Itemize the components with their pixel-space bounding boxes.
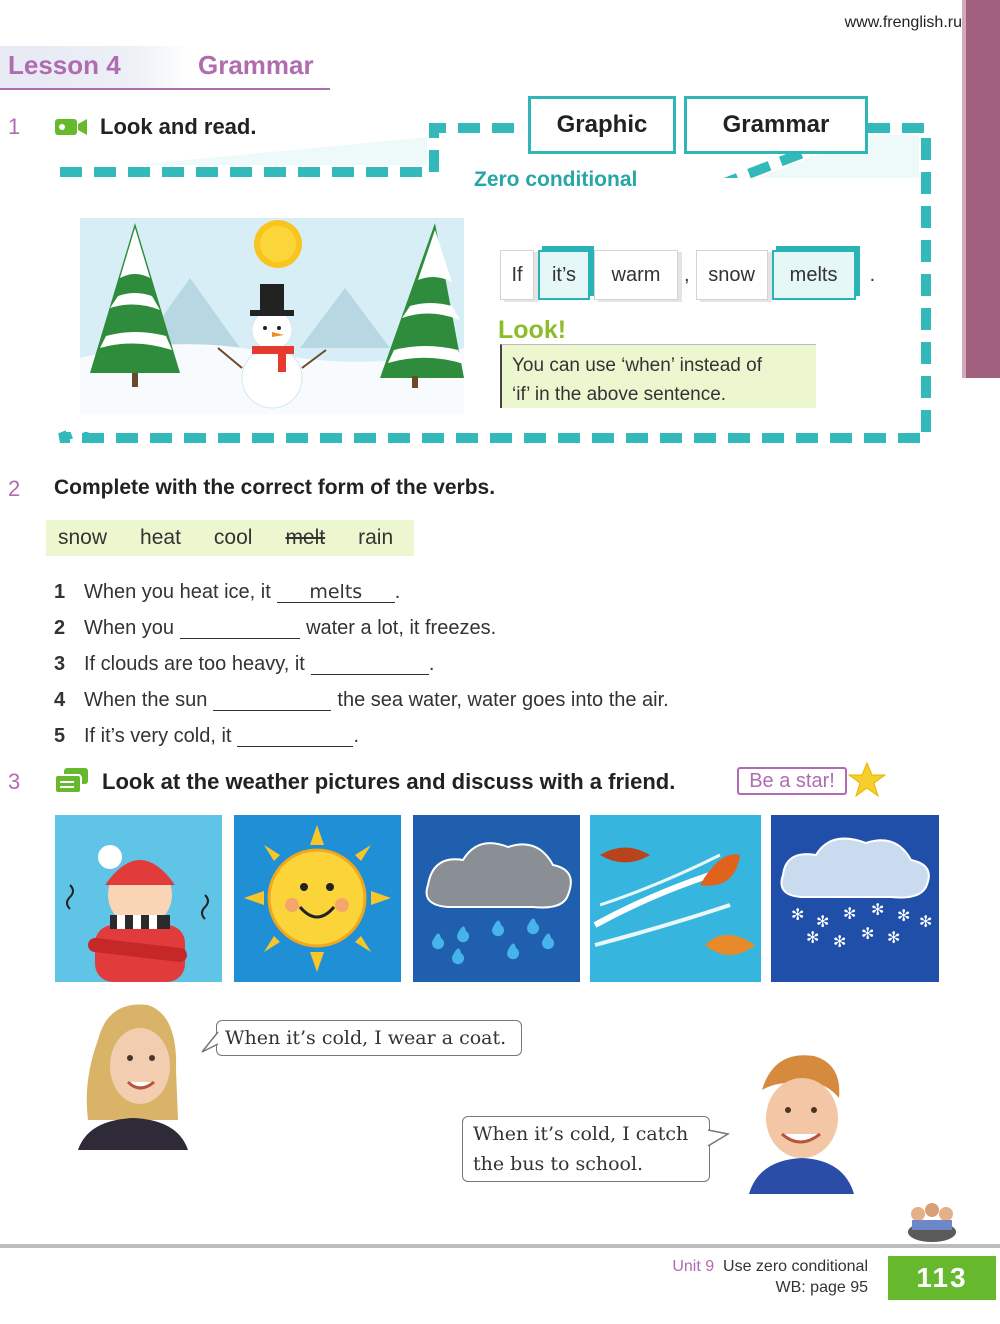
exercise-1-title: Look and read. [100,114,257,139]
item-number: 2 [54,616,66,639]
exercise-2-sentences [54,574,774,754]
boy-bubble-line-1: When it’s cold, I catch [473,1123,689,1145]
svg-text:✻: ✻ [887,928,901,947]
word-block-warm: warm [594,250,678,300]
period: . [869,263,876,286]
svg-text:✻: ✻ [843,904,857,923]
footer-topic: Use zero conditional [723,1258,868,1275]
word-bank-item: cool [213,526,253,549]
snowman-scene-image [80,218,464,414]
lesson-header [0,40,330,92]
tab-grammar: Grammar [684,96,868,154]
site-url[interactable]: www.frenglish.ru [844,14,962,31]
boy-speech-bubble [462,1116,710,1182]
item-number: 3 [54,652,66,675]
cold-picture [55,815,222,982]
look-note-line-2: ‘if’ in the above sentence. [512,384,727,405]
answer-text: melts [309,581,363,603]
boy-photo [744,1050,856,1194]
word-block-if: If [500,250,534,300]
lesson-label: Lesson 4 [8,50,121,80]
item-number: 5 [54,724,66,747]
svg-text:✻: ✻ [833,932,847,951]
svg-text:✻: ✻ [897,906,911,925]
exercise-2-number: 2 [8,476,21,501]
sentence-item [54,718,774,754]
rain-picture [413,815,580,982]
speech-icon [54,767,90,802]
sentence-before: When the sun [84,688,208,711]
answer-blank[interactable] [237,725,353,747]
look-note [500,344,816,408]
tab-graphic: Graphic [528,96,676,154]
sentence-after: . [353,724,360,747]
wind-picture [590,815,761,982]
svg-text:✻: ✻ [919,912,933,931]
boy-bubble-line-2: the bus to school. [473,1153,644,1175]
word-bank [46,520,414,556]
footer-unit: Unit 9 [672,1258,715,1275]
footer-unit-info [672,1256,868,1298]
answer-blank[interactable] [311,653,429,675]
svg-text:✻: ✻ [871,900,885,919]
footer-divider [0,1244,1000,1248]
svg-text:✻: ✻ [861,924,875,943]
answer-blank[interactable] [213,689,331,711]
star-icon [848,762,886,803]
page-number: 113 [888,1256,996,1300]
exercise-3-number: 3 [8,769,21,794]
exercise-3-title: Look at the weather pictures and discuss with a friend. [102,769,676,794]
answer-blank[interactable] [277,581,395,603]
be-a-star-badge: Be a star! [737,767,847,795]
footer-workbook: WB: page 95 [775,1279,868,1296]
answer-blank[interactable] [180,617,300,639]
boy-bubble-tail [706,1126,730,1152]
word-block-snow: snow [696,250,768,300]
word-bank-item: rain [358,526,394,549]
girl-speech-bubble: When it’s cold, I wear a coat. [216,1020,522,1056]
exercise-2-title: Complete with the correct form of the verbs. [54,476,496,499]
comma: , [684,263,690,286]
sentence-after: water a lot, it freezes. [306,616,497,639]
word-bank-item: heat [140,526,181,549]
zero-conditional-heading: Zero conditional [474,168,638,191]
sentence-after: the sea water, water goes into the air. [337,688,669,711]
sentence-before: If it’s very cold, it [84,724,232,747]
sentence-item [54,574,774,610]
word-bank-item: snow [58,526,108,549]
sentence-before: When you heat ice, it [84,580,271,603]
svg-text:✻: ✻ [806,928,820,947]
sun-picture [234,815,401,982]
sentence-after: . [394,580,401,603]
snow-picture [771,815,939,982]
sentence-item [54,646,774,682]
item-number: 1 [54,580,66,603]
sentence-blocks [500,250,875,300]
sentence-before: When you [84,616,175,639]
exercise-1-number: 1 [8,114,21,139]
girl-photo [78,1000,190,1150]
look-title: Look! [498,316,567,344]
sentence-before: If clouds are too heavy, it [84,652,305,675]
lesson-underline [0,88,330,90]
page-edge-tab [966,0,1000,378]
sentence-item [54,682,774,718]
sentence-after: . [428,652,435,675]
word-bank-item-used: melt [285,526,326,549]
word-block-its: it’s [538,250,590,300]
word-block-melts: melts [772,250,856,300]
children-reading-icon [906,1192,958,1249]
girl-bubble-tail [200,1030,220,1054]
sentence-item [54,610,774,646]
item-number: 4 [54,688,66,711]
look-note-line-1: You can use ‘when’ instead of [512,355,762,376]
svg-text:✻: ✻ [816,912,830,931]
lesson-title: Grammar [198,50,314,80]
svg-text:✻: ✻ [791,905,805,924]
